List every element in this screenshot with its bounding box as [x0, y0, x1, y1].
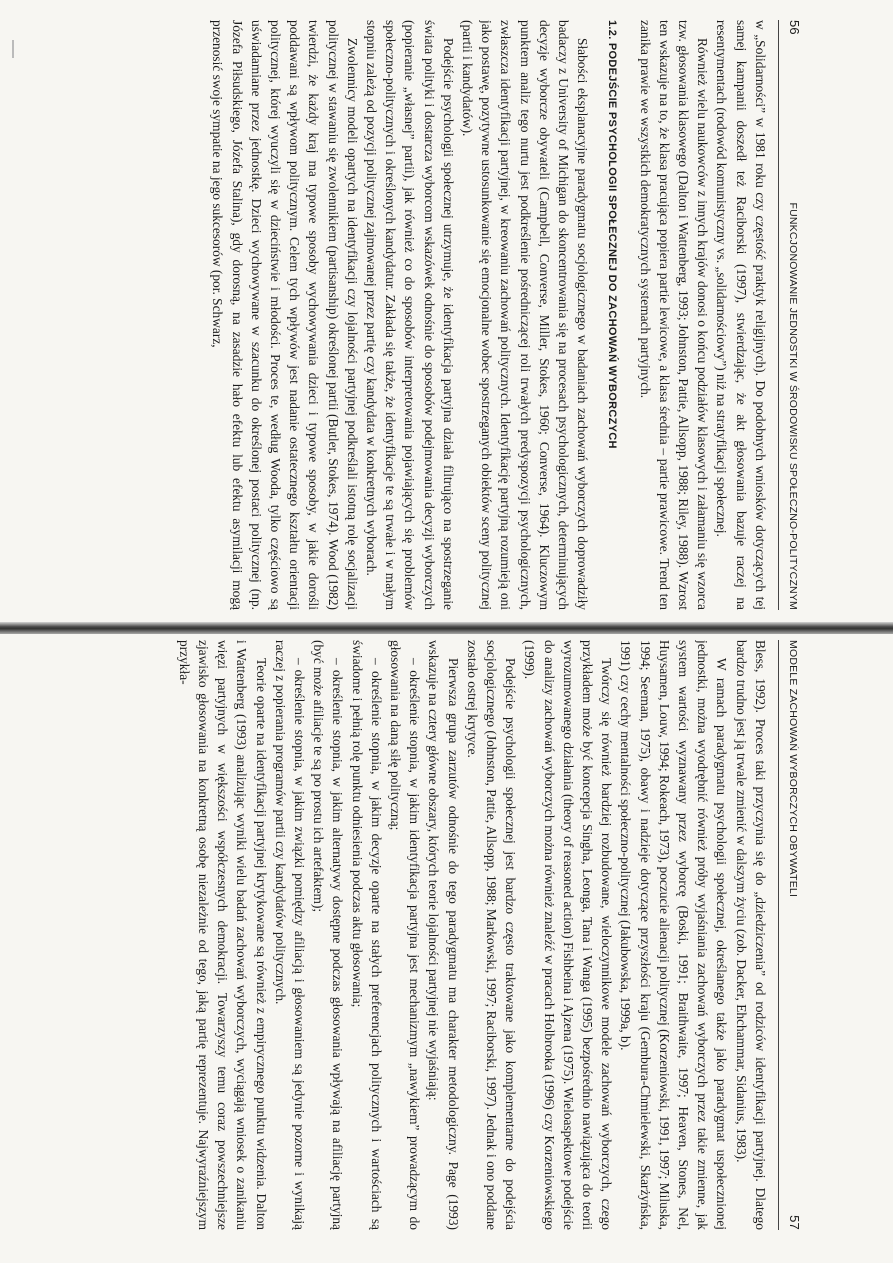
left-paragraph-2: Również wielu naukowców z innych krajów donosi o końcu podziałów klasowych i załamaniu się wzorca tzw. głosowania klasowego (Dalton i Wattenberg, 1993; Johnston, Pattie, Allsopp, 1988; Riley, 1988). Wzrost ten wskazuje na to, że klasa pracująca popiera partie lewicowe, a klasa średnia – partie prawicowe. Trend ten zanika prawie we wszystkich demokratycznych systemach partyjnych.	[637, 20, 711, 610]
list-item: – określenie stopnia, w jakim decyzje oparte na stałych preferencjach politycznych i wartościach są świadome i pełnią rolę punktu odniesienia podczas aktu głosowania;	[349, 640, 384, 1230]
right-paragraph-1: Bless, 1992). Proces taki przyczynia się do „dziedziczenia” od rodziców identyfikacji partyjnej. Dlatego bardzo trudno jest ją trwale zmienić w dalszym życiu (zob. Dacker, Ehchammar, Sidanius, 1983).	[733, 640, 768, 1230]
left-running-head-title: FUNKCJONOWANIE JEDNOSTKI W ŚRODOWISKU SPOŁECZNO-POLITYCZNYM	[787, 202, 799, 610]
section-heading: 1.2. PODEJŚCIE PSYCHOLOGII SPOŁECZNEJ DO ZACHOWAŃ WYBORCZYCH	[606, 20, 619, 449]
left-running-head	[778, 20, 804, 610]
right-paragraph-2: W ramach paradygmatu psychologii społecznej, określanego także jako paradygmat uspołecznionej jednostki, można wyodrębnić również próby wyjaśniania zachowań wyborczych przez takie zmienne, jak system wartości wyznawany przez wyborcę (Boski, 1991; Braithwaite, 1997; Heaven, Stones, Nel, Huysamen, Louw, 1994; Rokeach, 1973), poczucie alienacji politycznej (Korzeniowski, 1991, 1997; Miluska, 1994; Seeman, 1975), obawy i nadzieje dotyczące przyszłości kraju (Gembura-Chmielewski, Skarżyńska, 1991) czy cechy mentalności społeczno-politycznej (Jakubowska, 1999a, b).	[618, 640, 730, 1230]
right-running-head	[778, 640, 804, 1230]
book-binding-gutter	[0, 622, 893, 634]
left-paragraph-3: Słabości eksplanacyjne paradygmatu socjologicznego w badaniach zachowań wyborczych doprowadziły badaczy z University of Michigan do skoncentrowania się na procesach psychologicznych, determinujących decyzje wyborcze obywateli (Campbell, Converse, Miller, Stokes, 1960; Converse, 1964). Kluczowym punktem analiz tego nurtu jest podkreślenie pośredniczącej roli trwałych predyspozycji psychologicznych, zwłaszcza identyfikacji partyjnej, w kreowaniu zachowań politycznych. Identyfikację partyjną rozumieją oni jako postawę, pozytywne ustosunkowanie się emocjonalne wobec spostrzeganych obiektów sceny politycznej (partii i kandydatów).	[459, 20, 591, 610]
list-item: – określenie stopnia, w jakim identyfikacja partyjna jest mechanizmym „nawykiem” prowadzącym do głosowania na daną siłę polityczną;	[387, 640, 423, 1230]
right-paragraph-4: Podejście psychologii społecznej jest bardzo często traktowane jako komplementarne do podejścia socjologicznego (Johnston, Pattie, Allsopp, 1988; Markowski, 1997; Raciborski, 1997). Jednak i ono poddane zostało ostrej krytyce.	[464, 640, 519, 1230]
right-page	[59, 640, 804, 1230]
left-page-number: 56	[787, 20, 802, 35]
left-page	[59, 20, 804, 610]
scan-margin-mark	[12, 40, 14, 58]
right-paragraph-5: Pierwsza grupa zarzutów odnośnie do tego paradygmatu ma charakter metodologiczny. Page (1993) wskazuje na cztery główne obszary, których teorie lojalności partyjnej nie wyjaśniają:	[426, 640, 461, 1230]
right-running-head-title: MODELE ZACHOWAŃ WYBORCZYCH OBYWATELI	[787, 640, 799, 898]
left-paragraph-4: Podejście psychologii społecznej utrzymuje, że identyfikacja partyjna działa filtrująco na spostrzeganie świata polityki i dostarcza wyborcom wskazówek odnośnie do sposobów podejmowania decyzji wyborczych (popieranie „własnej” partii), jak również co do sposobów interpretowania pojawiających się problemów społeczno-politycznych i określonych kandydatur. Zakłada się także, że identyfikacje te są trwałe i w małym stopniu zależą od pozycji politycznej zajmowanej przez partię czy kandydata w konkretnych wyborach.	[363, 20, 456, 610]
left-paragraph-1: w „Solidarności” w 1981 roku czy częstość praktyk religijnych). Do podobnych wniosków dotyczących tej samej kampanii doszedł też Raciborski (1997), stwierdzając, że akt głosowania bazuje raczej na resentymentach (rodowód komunistyczny vs. „solidarnościowy”) niż na stratyfikacji społecznej.	[714, 20, 768, 610]
left-paragraph-5: Zwolennicy modeli opartych na identyfikacji czy lojalności partyjnej podkreślali istotną rolę socjalizacji politycznej w stawaniu się zwolennikiem (partisanship) określonej partii (Butler, Stokes, 1974). Wood (1982) twierdzi, że każdy kraj ma typowe sposoby wychowywania dzieci i typowe sposoby, w jakie dorośli poddawani są wpływom politycznym. Celem tych wpływów jest nadanie ostatecznego kształtu orientacji politycznej, której wyuczyli się w dzieciństwie i młodości. Proces te, według Wooda, tylko częściowo są uświadamiane przez jednostkę. Dzieci wychowywane w szacunku do określonej postaci politycznej (np. Józefa Piłsudskiego, Józefa Stalina), gdy dorosną, na zasadzie hało efektu lub efektu asymilacji mogą przenosić swoje sympatie na jego sukcesorów (por. Schwarz,	[210, 20, 360, 610]
list-item: – określenie stopnia, w jakim alternatywy dostępne podczas głosowania wpływają na afiliację partyjną (być może afiliacje te są po prostu ich artefaktem);	[311, 640, 346, 1230]
right-paragraph-3: Twórczy się również bardziej rozbudowane, wieloczynnikowe modele zachowań wyborczych, czego przykładem może być koncepcja Singha, Leonga, Tana i Wanga (1995) bezpośrednio nawiązująca do teorii wyrozumowanego działania (theory of reasoned action) Fishbeina i Ajzena (1975). Wieloaspektowe podejście do analizy zachowań wyborczych można również znaleźć w pracach Holbrooka (1996) czy Korzeniowskiego (1999).	[522, 640, 615, 1230]
list-item: – określenie stopnia, w jakim związki pomiędzy afiliacją i głosowaniem są jedynie pozorne i wynikają raczej z popierania programów partii czy kandydatów politycznych.	[272, 640, 307, 1230]
right-page-number: 57	[787, 1215, 802, 1230]
right-paragraph-6: Teorie oparte na identyfikacji partyjnej krytykowane są również z empirycznego punktu widzenia. Dalton i Wattenberg (1993) analizując wyniki wielu badań zachowań wyborczych, wyciągają wniosek o zanikaniu więzi partyjnych w większości współczesnych demokracji. Towarzyszy temu coraz powszechniejsze zjawisko głosowania na konkretną osobę niezależnie od tego, jaką partię reprezentuje. Najwyraźniejszym przykła-	[176, 640, 269, 1230]
